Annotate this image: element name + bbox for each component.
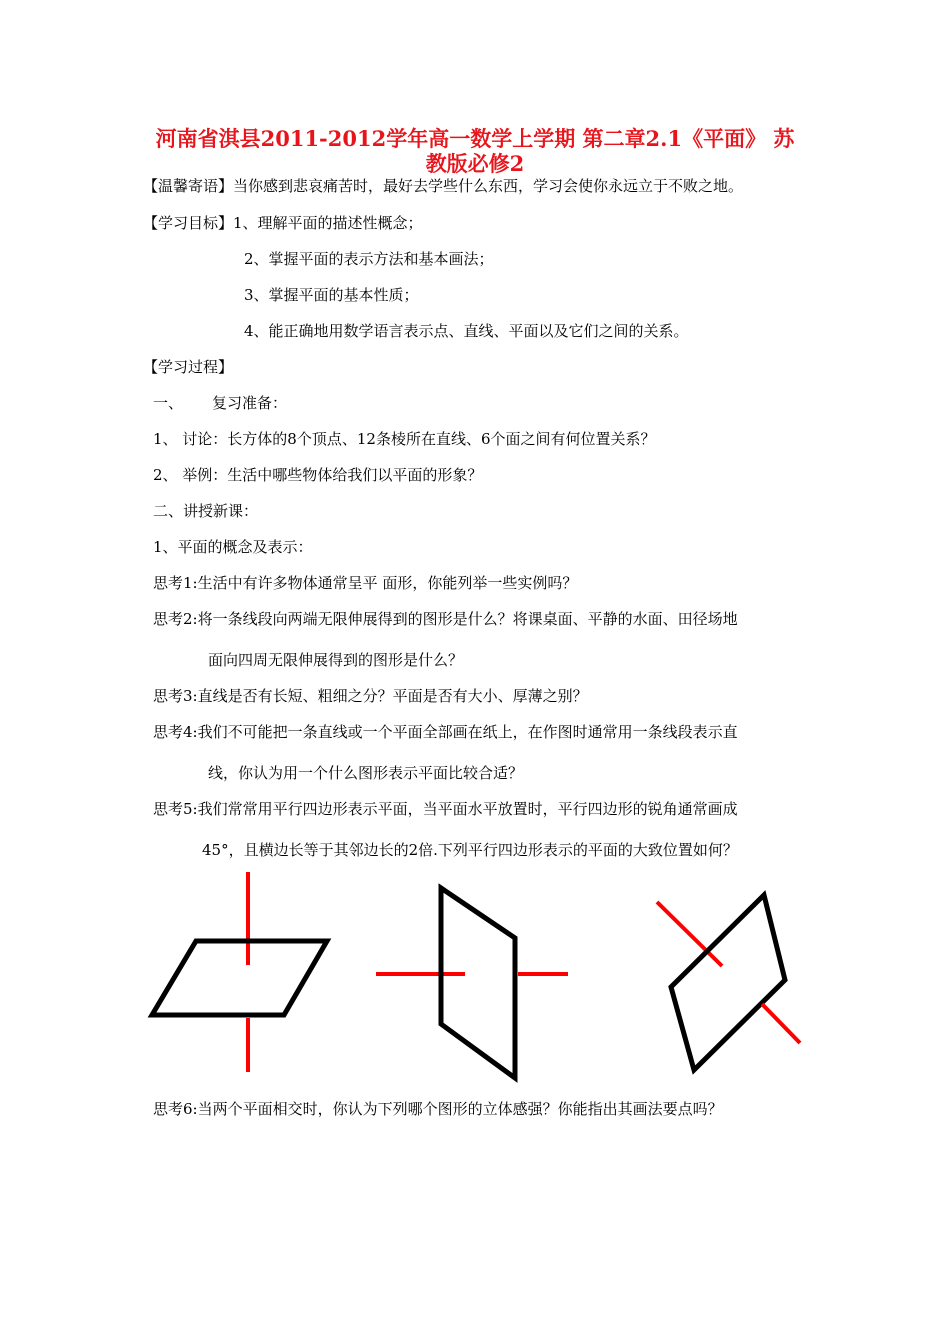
document-title-line1: 河南省淇县2011-2012学年高一数学上学期 第二章2.1《平面》 苏: [155, 126, 795, 151]
parallelogram-horizontal: [152, 941, 327, 1015]
warm-message: 【温馨寄语】当你感到悲哀痛苦时，最好去学些什么东西，学习会使你永远立于不败之地。: [143, 177, 744, 195]
goal-2: 2、掌握平面的表示方法和基本画法；: [244, 250, 494, 268]
figure-tilted-plane: [657, 895, 800, 1070]
think-2-line2: 面向四周无限伸展得到的图形是什么？: [208, 651, 464, 669]
goal-3: 3、掌握平面的基本性质；: [244, 286, 419, 304]
new-lesson-heading: 二、讲授新课：: [153, 502, 259, 520]
parallelogram-tilted: [671, 895, 785, 1070]
subsection-1: 1、平面的概念及表示：: [153, 538, 313, 556]
think-2-line1: 思考2:将一条线段向两端无限伸展得到的图形是什么？将课桌面、平静的水面、田径场地: [153, 610, 738, 628]
parallelogram-vertical: [441, 888, 515, 1078]
think-6: 思考6:当两个平面相交时，你认为下列哪个图形的立体感强？你能指出其画法要点吗？: [153, 1100, 723, 1118]
figure-vertical-plane: [376, 888, 568, 1078]
review-label: 复习准备：: [212, 394, 288, 412]
think-5-line1: 思考5:我们常常用平行四边形表示平面，当平面水平放置时，平行四边形的锐角通常画成: [153, 800, 738, 818]
think-4-line2: 线，你认为用一个什么图形表示平面比较合适？: [208, 764, 524, 782]
goal-1: 【学习目标】1、理解平面的描述性概念；: [143, 214, 423, 232]
think-4-line1: 思考4:我们不可能把一条直线或一个平面全部画在纸上，在作图时通常用一条线段表示直: [153, 723, 738, 741]
think-5-line2: 45°，且横边长等于其邻边长的2倍.下列平行四边形表示的平面的大致位置如何？: [202, 841, 738, 859]
figure-horizontal-plane: [152, 872, 327, 1072]
document-title-line2: 教版必修2: [425, 151, 525, 176]
think-1: 思考1:生活中有许多物体通常呈平 面形，你能列举一些实例吗？: [153, 574, 578, 592]
question-2: 2、 举例：生活中哪些物体给我们以平面的形象？: [153, 466, 483, 484]
goal-4: 4、能正确地用数学语言表示点、直线、平面以及它们之间的关系。: [244, 322, 689, 340]
red-line-lower: [762, 1004, 800, 1043]
red-line-upper: [657, 902, 722, 966]
process-heading: 【学习过程】: [143, 358, 234, 376]
think-3: 思考3:直线是否有长短、粗细之分？平面是否有大小、厚薄之别？: [153, 687, 588, 705]
question-1: 1、 讨论：长方体的8个顶点、12条棱所在直线、6个面之间有何位置关系？: [153, 430, 656, 448]
review-number: 一、: [153, 394, 184, 412]
